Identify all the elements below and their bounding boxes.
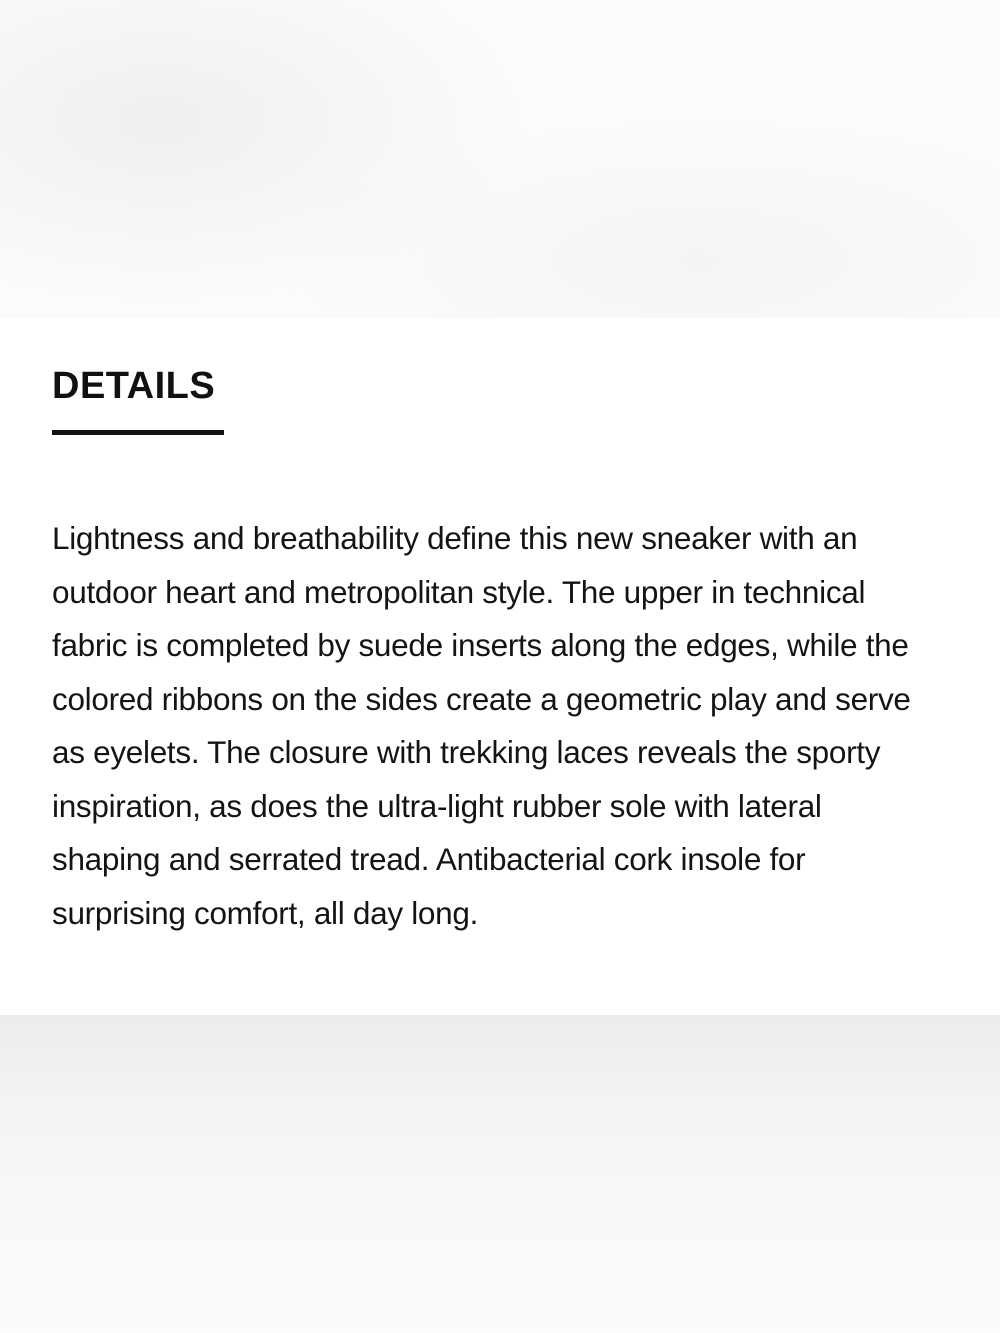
details-description: Lightness and breathability define this new sneaker with an outdoor heart and metropolitan style. The upper in technical fabric is completed by suede inserts along the edges, while the colored ribbons on the sides create a geometric play and serve as eyelets. The closure with trekking laces reveals the sporty inspiration, as does the ultra-light rubber sole with lateral shaping and serrated tread. Antibacterial cork insole for surprising comfort, all day long. — [52, 520, 911, 931]
title-underline — [52, 430, 224, 435]
top-background-area — [0, 0, 1000, 318]
bottom-background-area — [0, 1015, 1000, 1333]
details-title: DETAILS — [52, 365, 216, 407]
